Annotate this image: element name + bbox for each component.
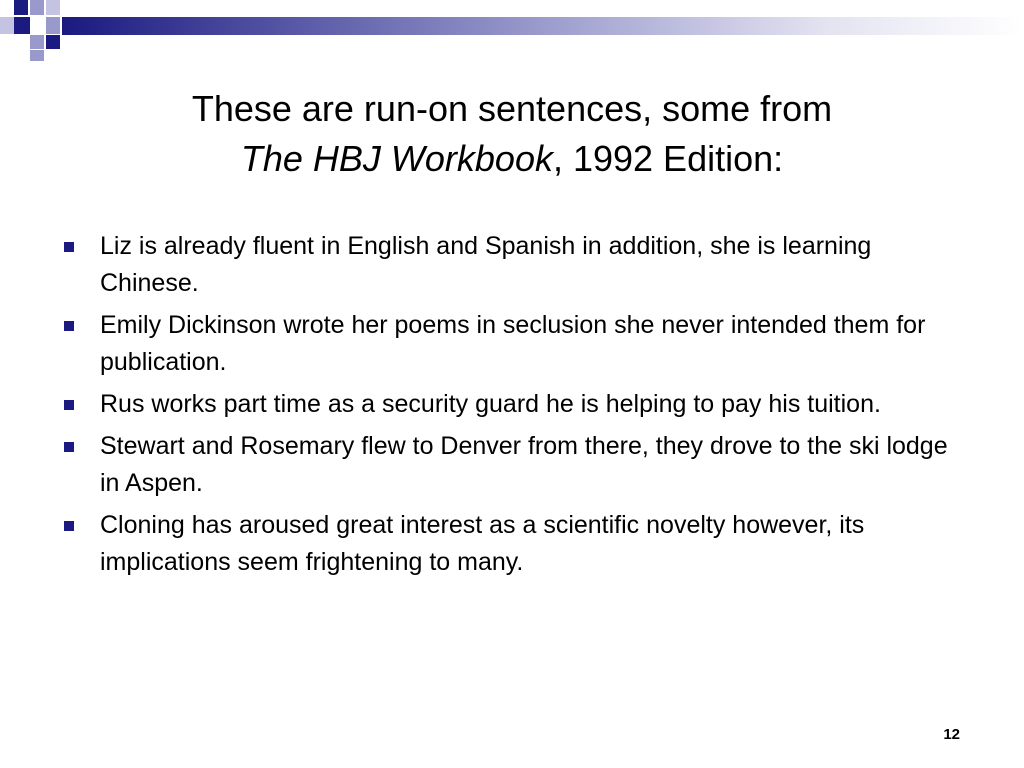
bullet-text: Liz is already fluent in English and Spanish in addition, she is learning Chinese.	[100, 232, 872, 297]
decor-square	[46, 0, 60, 15]
decor-square	[14, 0, 28, 15]
bullet-text: Stewart and Rosemary flew to Denver from there, they drove to the ski lodge in Aspen.	[100, 432, 948, 497]
bullet-item	[62, 428, 962, 502]
decor-square	[30, 50, 44, 61]
title-line-1: These are run-on sentences, some from	[191, 88, 833, 129]
book-title: The HBJ Workbook	[240, 138, 553, 179]
bullet-item	[62, 507, 962, 581]
decor-square	[46, 17, 60, 34]
decor-square	[0, 17, 14, 34]
square-bullet-icon	[64, 521, 74, 531]
decor-square	[30, 0, 44, 15]
decor-square	[46, 35, 60, 49]
square-bullet-icon	[64, 242, 74, 252]
bullet-text: Cloning has aroused great interest as a scientific novelty however, its implications seem frightening to many.	[100, 511, 865, 576]
bullet-item	[62, 307, 962, 381]
square-bullet-icon	[64, 442, 74, 452]
title-line-2	[0, 134, 1024, 184]
bullet-list	[62, 228, 962, 586]
square-bullet-icon	[64, 321, 74, 331]
decor-square	[14, 17, 30, 34]
edition-text: , 1992 Edition:	[552, 138, 784, 179]
page-number: 12	[943, 726, 960, 743]
bullet-text: Rus works part time as a security guard he is helping to pay his tuition.	[100, 390, 881, 418]
bullet-item	[62, 386, 962, 423]
square-bullet-icon	[64, 400, 74, 410]
bullet-item	[62, 228, 962, 302]
decor-square	[30, 35, 44, 49]
slide-title	[0, 84, 1024, 184]
header-gradient-bar	[62, 17, 1024, 35]
bullet-text: Emily Dickinson wrote her poems in seclusion she never intended them for publication.	[100, 311, 926, 376]
